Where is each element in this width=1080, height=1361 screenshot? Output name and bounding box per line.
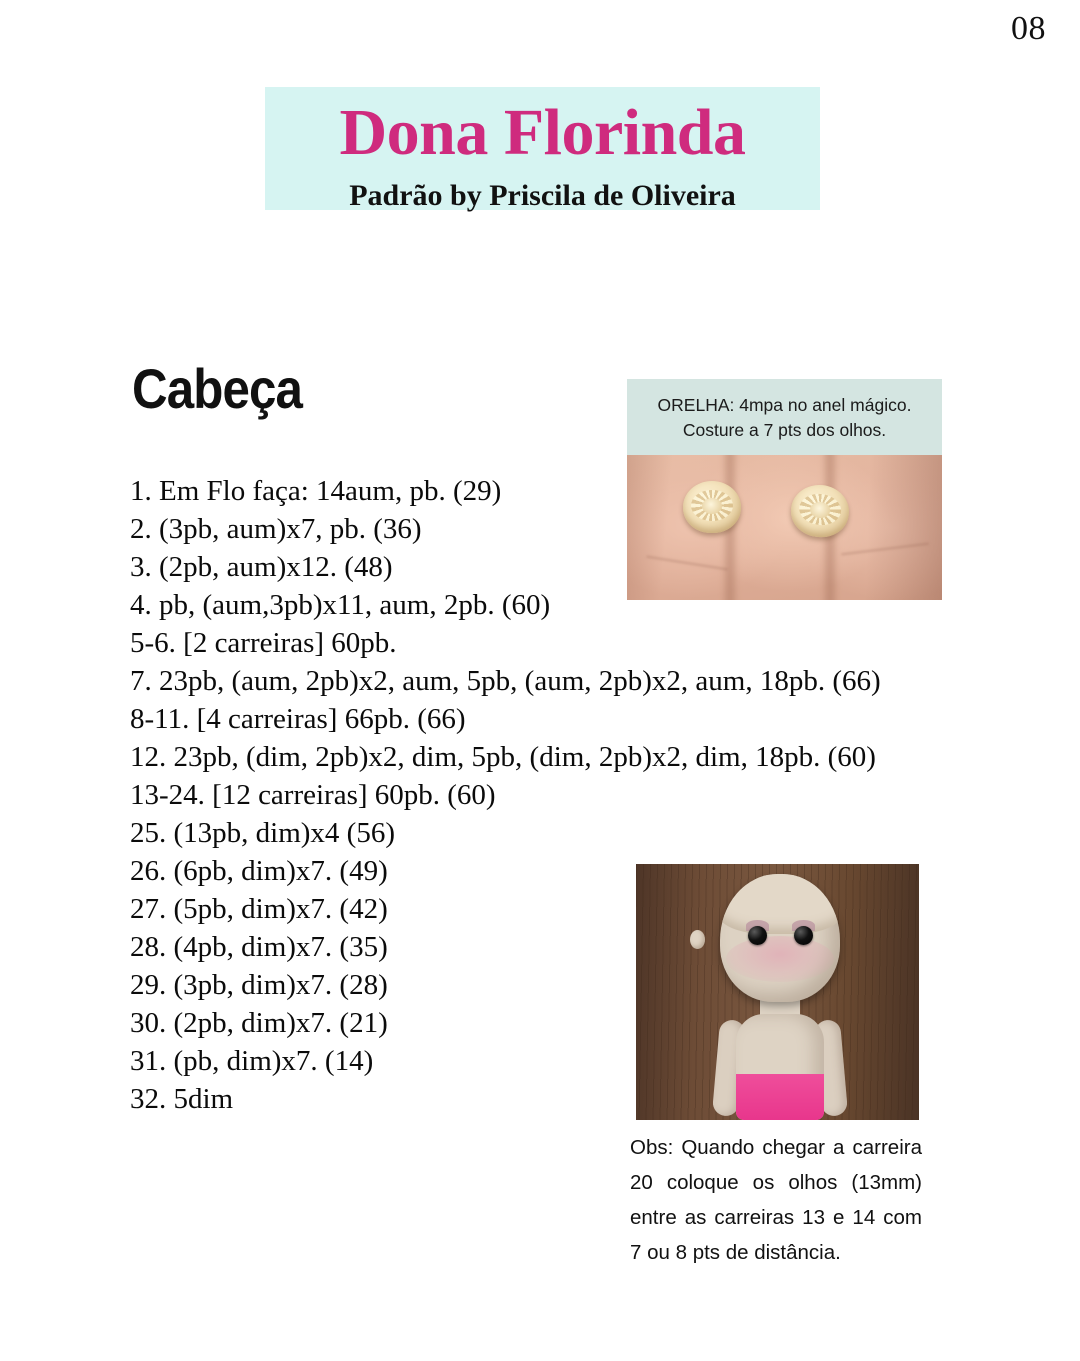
ear-figure <box>627 379 942 600</box>
ear-note-line-2: Costure a 7 pts dos olhos. <box>682 420 887 440</box>
section-heading: Cabeça <box>132 357 303 420</box>
instruction-row: 1. Em Flo faça: 14aum, pb. (29) <box>130 475 502 507</box>
ear-photo <box>627 455 942 600</box>
instruction-row: 2. (3pb, aum)x7, pb. (36) <box>130 513 422 545</box>
crochet-ear-graphic <box>683 481 741 533</box>
doll-hair-graphic <box>720 874 840 934</box>
instruction-row: 4. pb, (aum,3pb)x11, aum, 2pb. (60) <box>130 589 551 621</box>
doll-eye-right-graphic <box>794 926 813 945</box>
doll-graphic <box>694 872 866 1120</box>
instruction-row: 12. 23pb, (dim, 2pb)x2, dim, 5pb, (dim, 2pb)x2, dim, 18pb. (60) <box>130 741 876 773</box>
doll-torso-graphic <box>736 1014 824 1120</box>
page-title: Dona Florinda <box>339 96 746 169</box>
instruction-row: 27. (5pb, dim)x7. (42) <box>130 893 388 925</box>
doll-blush-graphic <box>726 936 834 982</box>
instruction-row: 3. (2pb, aum)x12. (48) <box>130 551 393 583</box>
instruction-row: 31. (pb, dim)x7. (14) <box>130 1045 374 1077</box>
observation-text: Obs: Quando chegar a carreira 20 coloque os olhos (13mm) entre as carreiras 13 e 14 com 7 ou 8 pts de distância. <box>630 1136 922 1264</box>
doll-pink-top-graphic <box>736 1074 824 1120</box>
instruction-row: 25. (13pb, dim)x4 (56) <box>130 817 395 849</box>
instruction-row: 8-11. [4 carreiras] 66pb. (66) <box>130 703 466 735</box>
doll-head-graphic <box>720 874 840 1002</box>
instruction-row: 26. (6pb, dim)x7. (49) <box>130 855 388 887</box>
instruction-row: 5-6. [2 carreiras] 60pb. <box>130 627 397 659</box>
instruction-row: 7. 23pb, (aum, 2pb)x2, aum, 5pb, (aum, 2pb)x2, aum, 18pb. (66) <box>130 665 881 697</box>
instruction-row: 28. (4pb, dim)x7. (35) <box>130 931 388 963</box>
instruction-row: 13-24. [12 carreiras] 60pb. (60) <box>130 779 496 811</box>
ear-note-box <box>627 379 942 455</box>
instruction-row: 32. 5dim <box>130 1083 234 1115</box>
doll-eye-left-graphic <box>748 926 767 945</box>
page-number: 08 <box>1011 10 1046 47</box>
instruction-row: 29. (3pb, dim)x7. (28) <box>130 969 388 1001</box>
doll-ear-left-graphic <box>690 930 705 949</box>
page-subtitle: Padrão by Priscila de Oliveira <box>349 179 736 212</box>
doll-photo <box>636 864 919 1120</box>
ear-note-line-1: ORELHA: 4mpa no anel mágico. <box>657 395 912 415</box>
instruction-row: 30. (2pb, dim)x7. (21) <box>130 1007 388 1039</box>
doll-figure <box>636 864 919 1120</box>
